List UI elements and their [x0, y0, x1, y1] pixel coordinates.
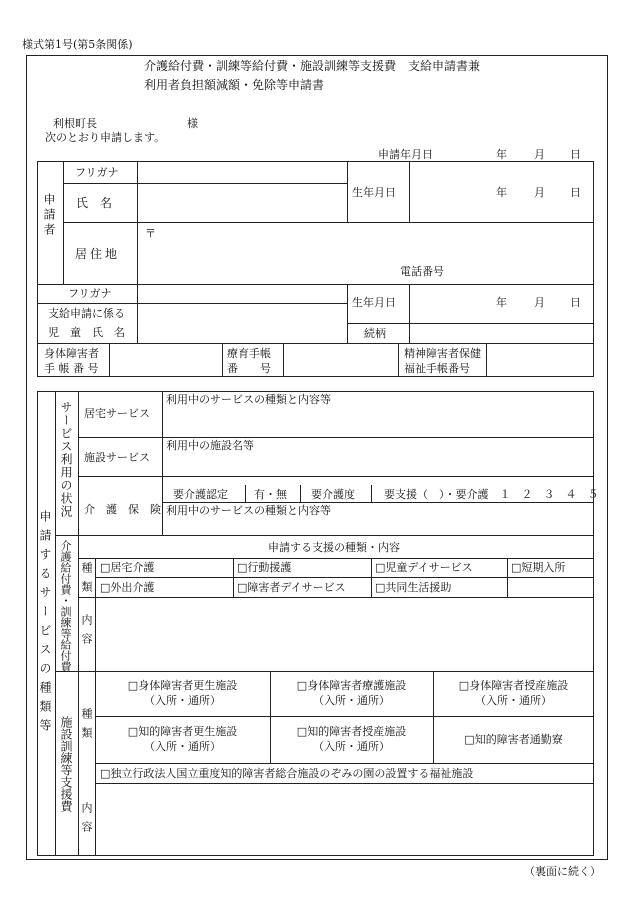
- applicant-section-label: 申請者: [42, 193, 56, 238]
- option-kyodo-seikatsu[interactable]: □共同生活援助: [375, 581, 452, 594]
- applicant-birth-label: 生年月日: [352, 186, 396, 199]
- option-chiteki-tsukinryo[interactable]: [433, 720, 594, 760]
- option-shintai-jusan-label: □身体障害者授産施設: [458, 679, 569, 693]
- continued-note: （裏面に続く）: [524, 865, 601, 878]
- child-birth-day: 日: [570, 296, 581, 309]
- option-shintai-ryogo-mode: （入所・通所）: [313, 694, 390, 707]
- option-shogaisha-day[interactable]: □障害者デイサービス: [237, 581, 346, 594]
- option-shintai-kosei-mode: （入所・通所）: [144, 694, 221, 707]
- shisetsu-label: 施設訓練等支援費: [59, 716, 73, 812]
- option-chiteki-jusan[interactable]: [270, 720, 433, 760]
- date-day: 日: [570, 148, 581, 161]
- child-label-line2: 児 童 氏 名: [48, 326, 125, 339]
- form-title-line2: 利用者負担額減額・免除等申請書: [144, 78, 325, 92]
- ryoiku-handbook-line1: 療育手帳: [227, 347, 271, 360]
- facility-service-label: 施設サービス: [84, 451, 150, 464]
- shisetsu-content-label: 内容: [80, 802, 93, 840]
- mental-handbook-line2: 福祉手帳番号: [404, 362, 470, 375]
- applicant-birth-day: 日: [570, 186, 581, 199]
- addressee-name: 利根町長: [53, 117, 97, 130]
- option-shintai-kosei-label: □身体障害者更生施設: [127, 679, 238, 693]
- date-year: 年: [496, 148, 507, 161]
- home-service-label: 居宅サービス: [84, 407, 150, 420]
- kyufu-label: 介護給付費・訓練等給付費: [59, 540, 72, 672]
- services-section-label: 申請するサービスの種類等: [38, 510, 52, 738]
- option-gaishutsu-kaigo[interactable]: □外出介護: [100, 581, 155, 594]
- kyufu-content-label: 内容: [80, 614, 93, 652]
- kyufu-kind-label: 種類: [80, 562, 93, 600]
- option-chiteki-kosei-mode: （入所・通所）: [144, 740, 221, 753]
- option-kodo-engo[interactable]: □行動援護: [237, 561, 292, 574]
- option-shintai-ryogo[interactable]: [270, 675, 433, 713]
- form-title-line1: 介護給付費・訓練等給付費・施設訓練等支援費 支給申請書兼: [144, 59, 481, 73]
- addressee-honorific: 様: [187, 117, 198, 130]
- applicant-table: [37, 161, 594, 377]
- mental-handbook-line1: 精神障害者保健: [404, 347, 481, 360]
- option-chiteki-jusan-label: □知的障害者授産施設: [296, 725, 407, 739]
- date-month: 月: [534, 148, 545, 161]
- ltc-degree-label: 要介護度: [311, 488, 355, 501]
- option-shintai-ryogo-label: □身体障害者療護施設: [296, 679, 407, 693]
- child-label-line1: 支給申請に係る: [48, 307, 125, 320]
- application-date-label: 申請年月日: [378, 148, 433, 161]
- applicant-address-label: 居住地: [75, 247, 121, 261]
- option-chiteki-tsukinryo-label: □知的障害者通勤寮: [464, 732, 563, 746]
- child-birth-label: 生年月日: [352, 296, 396, 309]
- option-chiteki-kosei[interactable]: [95, 720, 270, 760]
- option-nozomi-no-sono[interactable]: □独立行政法人国立重度知的障害者総合施設のぞみの園の設置する福祉施設: [100, 767, 474, 780]
- option-shintai-kosei[interactable]: [95, 675, 270, 713]
- ltc-levels: 要支援（ ）・要介護 １ ２ ３ ４ ５: [384, 488, 599, 501]
- option-kyotaku-kaigo[interactable]: □居宅介護: [100, 561, 155, 574]
- physical-handbook-line2: 手 帳 番 号: [44, 362, 99, 375]
- option-shintai-jusan-mode: （入所・通所）: [475, 694, 552, 707]
- applicant-furigana-label: フリガナ: [75, 166, 119, 179]
- status-label: サービス利用の状況: [59, 401, 73, 518]
- physical-handbook-line1: 身体障害者: [44, 347, 99, 360]
- ltc-cert-label: 要介護認定: [173, 488, 228, 501]
- postal-mark: 〒: [145, 227, 156, 240]
- child-birth-month: 月: [534, 296, 545, 309]
- requested-support-label: 申請する支援の種類・内容: [268, 541, 400, 554]
- relation-label: 続柄: [364, 327, 386, 340]
- phone-label: 電話番号: [400, 265, 444, 278]
- option-tanki-nyusho[interactable]: □短期入所: [511, 561, 566, 574]
- applicant-name-label: 氏 名: [76, 196, 113, 210]
- child-birth-year: 年: [496, 296, 507, 309]
- child-furigana-label: フリガナ: [68, 287, 112, 300]
- ltc-label: 介 護 保 険: [84, 503, 161, 516]
- applicant-birth-month: 月: [534, 186, 545, 199]
- intro-text: 次のとおり申請します。: [45, 131, 166, 144]
- ltc-content: 利用中のサービスの種類と内容等: [166, 504, 331, 517]
- facility-service-content: 利用中の施設名等: [166, 439, 254, 452]
- ltc-yesno: 有・無: [254, 488, 287, 501]
- option-shintai-jusan[interactable]: [433, 675, 594, 713]
- home-service-content: 利用中のサービスの種類と内容等: [166, 393, 331, 406]
- option-jido-day[interactable]: □児童デイサービス: [375, 561, 473, 574]
- form-number: 様式第1号(第5条関係): [22, 38, 133, 51]
- shisetsu-kind-label: 種類: [80, 708, 93, 746]
- option-chiteki-kosei-label: □知的障害者更生施設: [127, 725, 238, 739]
- applicant-birth-year: 年: [496, 186, 507, 199]
- ryoiku-handbook-line2: 番 号: [227, 362, 271, 375]
- option-chiteki-jusan-mode: （入所・通所）: [313, 740, 390, 753]
